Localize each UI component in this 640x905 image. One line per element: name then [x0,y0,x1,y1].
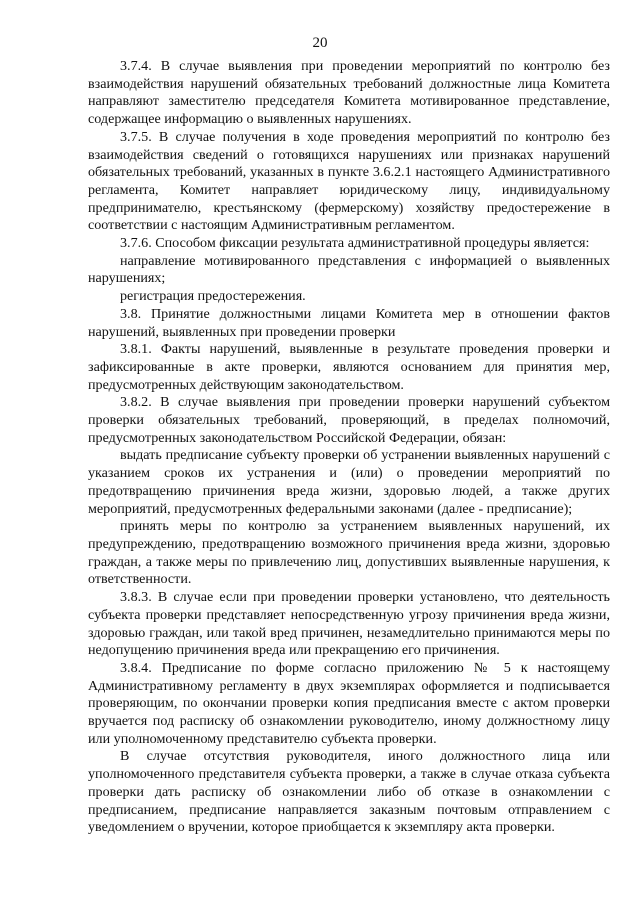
list-item-issue-order: выдать предписание субъекту проверки об устранении выявленных нарушений с указанием сроков их устранения и (или) о проведении мероприятий по предотвращению причинения вреда жизни, здоровью людей, а также других мероприятий, предусмотренных федеральными законами (далее - предписание); [88,447,610,517]
paragraph-3-8-3: 3.8.3. В случае если при проведении проверки установлено, что деятельность субъекта проверки представляет непосредственную угрозу причинения вреда жизни, здоровью граждан, или такой вред причинен, незамедлительно принимаются меры по недопущению причинения вреда или прекращению его причинения. [88,589,610,659]
page-number: 20 [312,35,328,51]
paragraph-3-7-6: 3.7.6. Способом фиксации результата административной процедуры является: [120,235,590,252]
list-item-motivated-representation: направление мотивированного представления с информацией о выявленных нарушениях; [88,252,610,287]
paragraph-absence-case: В случае отсутствия руководителя, иного должностного лица или уполномоченного представителя субъекта проверки, а также в случае отказа субъекта проверки дать расписку об ознакомлении либо об отказе в ознакомлении с предписанием, предписание направляется заказным почтовым отправлением с уведомлением о вручении, которое приобщается к экземпляру акта проверки. [88,748,610,836]
paragraph-3-7-5: 3.7.5. В случае получения в ходе проведения мероприятий по контролю без взаимодействия сведений о готовящихся нарушениях или признаках нарушений обязательных требований, указанных в пункте 3.6.2.1 настоящего Административного регламента, Комитет направляет юридическому лицу, индивидуальному предпринимателю, крестьянскому (фермерскому) хозяйству предостережение в соответствии с настоящим Административным регламентом. [88,128,610,234]
paragraph-3-7-4: 3.7.4. В случае выявления при проведении мероприятий по контролю без взаимодействия нарушений обязательных требований должностные лица Комитета направляют заместителю председателя Комитета мотивированное представление, содержащее информацию о выявленных нарушениях. [88,58,610,128]
paragraph-3-8-1: 3.8.1. Факты нарушений, выявленные в результате проведения проверки и зафиксированные в акте проверки, являются основанием для принятия мер, предусмотренных действующим законодательством. [88,341,610,393]
list-item-warning-registration: регистрация предостережения. [120,288,306,305]
paragraph-3-8-2: 3.8.2. В случае выявления при проведении проверки нарушений субъектом проверки обязательных требований, проверяющий, в пределах полномочий, предусмотренных законодательством Российской Федерации, обязан: [88,394,610,446]
paragraph-3-8-4: 3.8.4. Предписание по форме согласно приложению № 5 к настоящему Административному регламенту в двух экземплярах оформляется и подписывается проверяющим, по окончании проверки копия предписания вместе с актом проверки вручается под расписку об ознакомлении руководителю, иному должностному лицу или уполномоченному представителю субъекта проверки. [88,659,610,747]
document-body [88,58,610,837]
section-heading-3-8: 3.8. Принятие должностными лицами Комитета мер в отношении фактов нарушений, выявленных при проведении проверки [88,305,610,340]
list-item-take-measures: принять меры по контролю за устранением выявленных нарушений, их предупреждению, предотвращению возможного причинения вреда жизни, здоровью граждан, а также меры по привлечению лиц, допустивших выявленные нарушения, к ответственности. [88,518,610,588]
